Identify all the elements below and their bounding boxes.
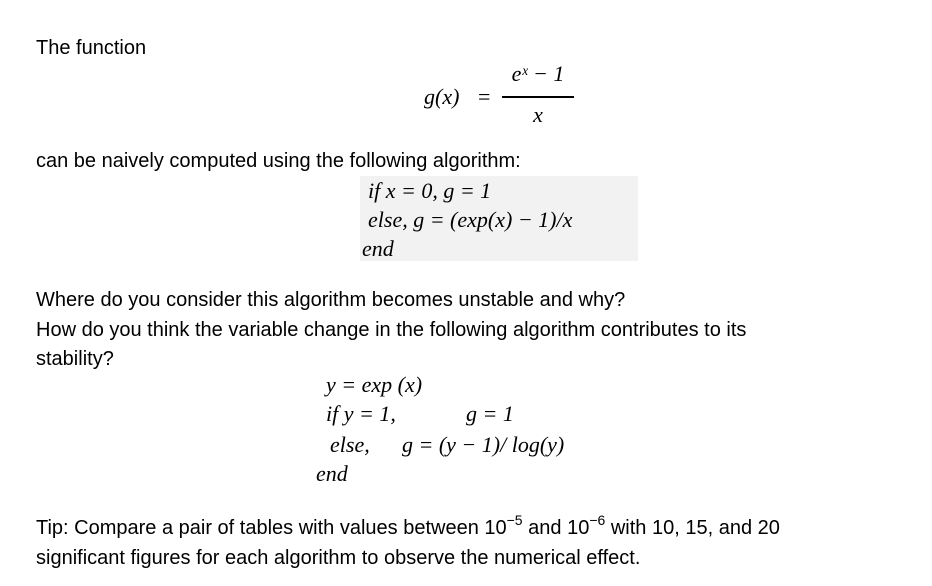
tip-text-b: and 10 <box>522 517 590 539</box>
intro-text: The function <box>36 37 147 59</box>
algorithm2-line4: end <box>316 461 348 486</box>
formula-numerator: eˣ − 1 <box>511 61 565 86</box>
tip-text-c: with 10, 15, and 20 <box>605 517 780 539</box>
algorithm1-line3: end <box>362 236 394 261</box>
tip-text-a: Tip: Compare a pair of tables with values between 10 <box>36 517 507 539</box>
algorithm1-line1: if x = 0, g = 1 <box>368 178 492 203</box>
tip-line1 <box>36 514 780 543</box>
tip-exponent-1: −5 <box>506 512 523 528</box>
question-1: Where do you consider this algorithm becomes unstable and why? <box>36 289 626 311</box>
formula-denominator: x <box>533 102 543 127</box>
fraction-bar <box>502 96 574 98</box>
algorithm2-line3-assign: g = (y − 1)/ log(y) <box>402 432 565 457</box>
naive-intro-text: can be naively computed using the following algorithm: <box>36 150 521 172</box>
question-2-line1: How do you think the variable change in the following algorithm contributes to its <box>36 319 747 341</box>
tip-line2: significant figures for each algorithm to observe the numerical effect. <box>36 547 641 569</box>
algorithm1-line2: else, g = (exp(x) − 1)/x <box>368 207 573 232</box>
algorithm2-line2-condition: if y = 1, <box>326 401 396 426</box>
formula-equals: = <box>478 84 491 109</box>
algorithm2-line2-assign: g = 1 <box>466 401 514 426</box>
algorithm2-line3-else: else, <box>330 432 370 457</box>
formula-lhs: g(x) <box>424 84 460 109</box>
tip-exponent-2: −6 <box>589 512 606 528</box>
question-2-line2: stability? <box>36 348 114 370</box>
algorithm2-line1: y = exp (x) <box>326 372 423 397</box>
